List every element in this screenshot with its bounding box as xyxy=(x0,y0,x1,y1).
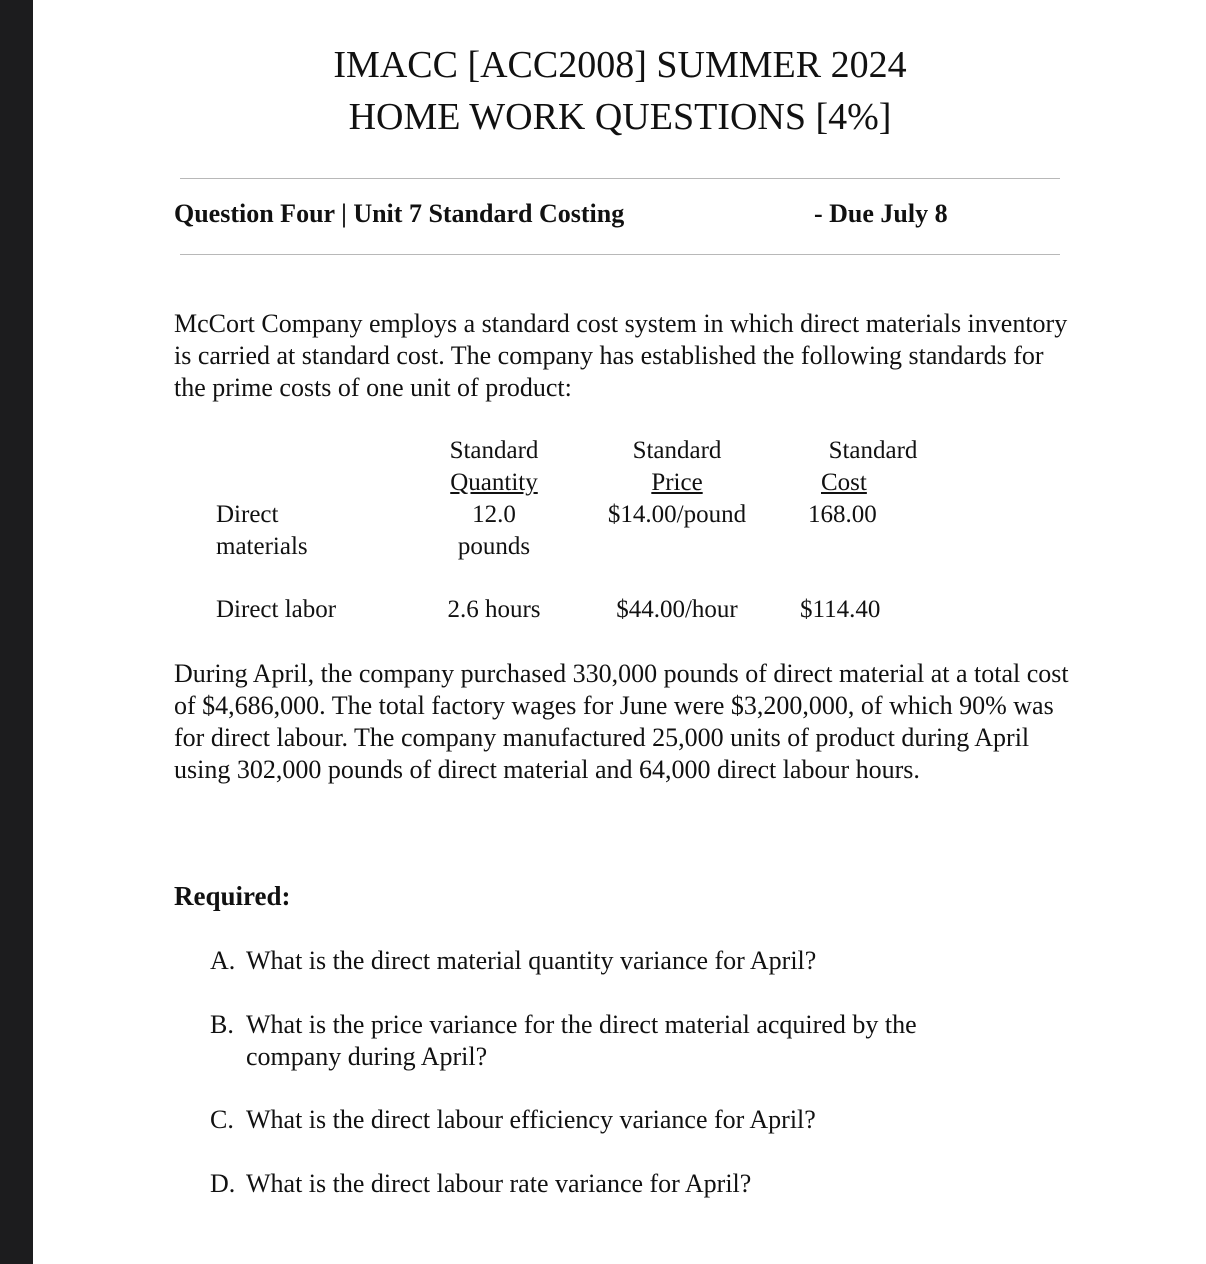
item-letter: C. xyxy=(210,1105,234,1134)
col-header-quantity-top: Standard xyxy=(449,437,539,464)
question-heading: Question Four | Unit 7 Standard Costing xyxy=(174,199,625,228)
bottom-divider xyxy=(180,254,1060,255)
item-text: What is the direct material quantity variance for April? xyxy=(246,946,817,975)
materials-price: $14.00/pound xyxy=(607,501,747,528)
item-text: What is the price variance for the direct material acquired by the company during April? xyxy=(246,1010,917,1071)
labor-quantity: 2.6 hours xyxy=(447,596,541,623)
document-subtitle: HOME WORK QUESTIONS [4%] xyxy=(348,96,892,138)
document-title: IMACC [ACC2008] SUMMER 2024 xyxy=(333,44,907,86)
item-text: What is the direct labour efficiency variance for April? xyxy=(246,1105,816,1134)
intro-paragraph: McCort Company employs a standard cost system in which direct materials inventory is carried at standard cost. The company has established the following standards for the prime costs of one unit of product: xyxy=(174,309,1068,402)
materials-cost: 168.00 xyxy=(808,501,877,528)
labor-cost: $114.40 xyxy=(800,596,881,623)
row-label-direct-labor: Direct labor xyxy=(216,596,337,623)
item-text: What is the direct labour rate variance for April? xyxy=(246,1169,752,1198)
left-dark-border xyxy=(0,0,33,1264)
col-header-cost: Cost xyxy=(821,469,867,496)
col-header-cost-top: Standard xyxy=(828,437,918,464)
col-header-quantity: Quantity xyxy=(450,469,538,496)
col-header-price: Price xyxy=(651,469,703,496)
materials-quantity: 12.0 xyxy=(472,501,516,528)
item-letter: A. xyxy=(210,946,236,975)
row-label-direct-materials-line2: materials xyxy=(216,533,308,560)
labor-price: $44.00/hour xyxy=(616,596,738,623)
due-date: - Due July 8 xyxy=(814,199,948,228)
item-letter: B. xyxy=(210,1010,234,1039)
data-paragraph: During April, the company purchased 330,000 pounds of direct material at a total cost of $4,686,000. The total factory wages for June were $3,200,000, of which 90% was for direct labour. The company manufactured 25,000 units of product during April using 302,000 pounds of direct material and 64,000 direct labour hours. xyxy=(174,659,1069,784)
row-label-direct-materials-line1: Direct xyxy=(216,501,279,528)
materials-quantity-unit: pounds xyxy=(457,533,531,560)
col-header-price-top: Standard xyxy=(632,437,722,464)
top-divider xyxy=(180,178,1060,179)
required-heading: Required: xyxy=(174,881,291,911)
item-letter: D. xyxy=(210,1169,236,1198)
